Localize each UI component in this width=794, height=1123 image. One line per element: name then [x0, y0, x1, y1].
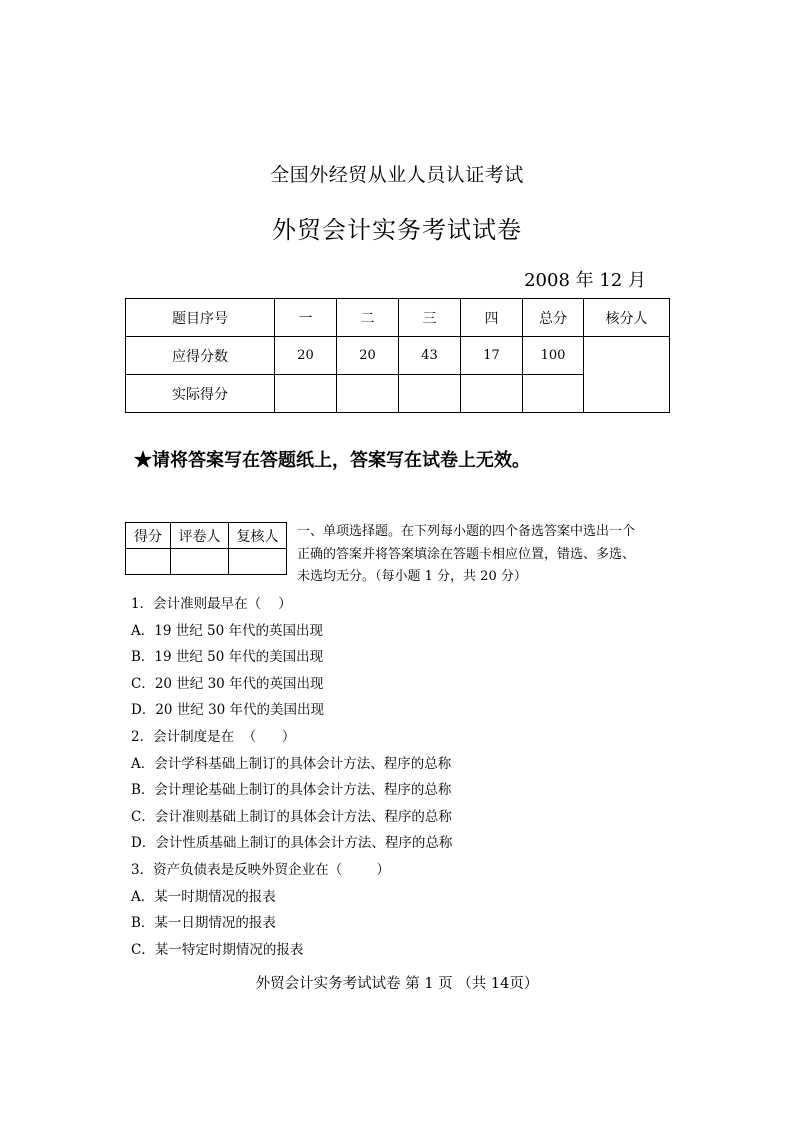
- section-intro-line: 未选均无分。（每小题 1 分，共 20 分）: [297, 569, 527, 584]
- should-score-part-3: 43: [399, 337, 461, 375]
- score-table-should-row: [126, 337, 670, 375]
- header-part-3: 三: [399, 299, 461, 337]
- row-label-actual-score: 实际得分: [126, 375, 275, 413]
- grading-box: [125, 522, 287, 575]
- grade-header-score: 得分: [126, 523, 171, 549]
- question-2: 2．会计制度是在 （ ）: [131, 728, 296, 745]
- score-table-header-row: [126, 299, 670, 337]
- actual-score-part-1: [275, 375, 337, 413]
- grade-score-cell: [126, 549, 171, 575]
- score-table: [125, 298, 670, 413]
- page-footer: 外贸会计实务考试试卷 第 1 页 （共 14页）: [255, 976, 539, 992]
- header-question-number: 题目序号: [126, 299, 275, 337]
- should-score-part-2: 20: [337, 337, 399, 375]
- actual-score-part-4: [461, 375, 523, 413]
- question-2-option-a: A．会计学科基础上制订的具体会计方法、程序的总称: [131, 755, 452, 772]
- exam-date: 2008 年 12 月: [524, 270, 646, 291]
- grade-header-grader: 评卷人: [171, 523, 229, 549]
- header-score-checker: 核分人: [584, 299, 670, 337]
- grade-reviewer-cell: [229, 549, 287, 575]
- should-score-part-4: 17: [461, 337, 523, 375]
- question-1-option-d: D．20 世纪 30 年代的美国出现: [131, 702, 325, 719]
- actual-score-total: [523, 375, 584, 413]
- header-part-2: 二: [337, 299, 399, 337]
- question-3: 3．资产负债表是反映外贸企业在（ ）: [131, 861, 390, 878]
- section-intro-line: 一、单项选择题。在下列每小题的四个备选答案中选出一个: [297, 524, 636, 539]
- grade-grader-cell: [171, 549, 229, 575]
- question-1-option-c: C．20 世纪 30 年代的英国出现: [131, 675, 324, 692]
- question-1-option-b: B．19 世纪 50 年代的美国出现: [131, 649, 324, 666]
- grade-header-reviewer: 复核人: [229, 523, 287, 549]
- actual-score-part-2: [337, 375, 399, 413]
- question-1: 1．会计准则最早在（ ）: [131, 596, 292, 612]
- question-3-option-b: B．某一日期情况的报表: [131, 915, 276, 932]
- question-1-option-a: A．19 世纪 50 年代的英国出现: [131, 622, 323, 639]
- section-intro-line: 正确的答案并将答案填涂在答题卡相应位置，错选、多选、: [297, 546, 636, 562]
- grading-box-blank-row: [126, 549, 287, 575]
- question-list: [131, 591, 452, 963]
- question-3-option-c: C．某一特定时期情况的报表: [131, 941, 304, 958]
- section-intro: [297, 521, 677, 589]
- score-checker-cell: [584, 337, 670, 413]
- grading-box-header-row: [126, 523, 287, 549]
- question-2-option-b: B．会计理论基础上制订的具体会计方法、程序的总称: [131, 782, 452, 799]
- header-part-1: 一: [275, 299, 337, 337]
- question-2-option-c: C．会计准则基础上制订的具体会计方法、程序的总称: [131, 808, 452, 825]
- question-3-option-a: A．某一时期情况的报表: [131, 888, 276, 905]
- header-total: 总分: [523, 299, 584, 337]
- exam-certification-title: 全国外经贸从业人员认证考试: [270, 164, 524, 186]
- answer-notice: ★请将答案写在答题纸上，答案写在试卷上无效。: [134, 450, 530, 471]
- exam-paper-title: 外贸会计实务考试试卷: [272, 216, 522, 244]
- should-score-total: 100: [523, 337, 584, 375]
- question-2-option-d: D．会计性质基础上制订的具体会计方法、程序的总称: [131, 835, 453, 852]
- actual-score-part-3: [399, 375, 461, 413]
- should-score-part-1: 20: [275, 337, 337, 375]
- row-label-should-score: 应得分数: [126, 337, 275, 375]
- header-part-4: 四: [461, 299, 523, 337]
